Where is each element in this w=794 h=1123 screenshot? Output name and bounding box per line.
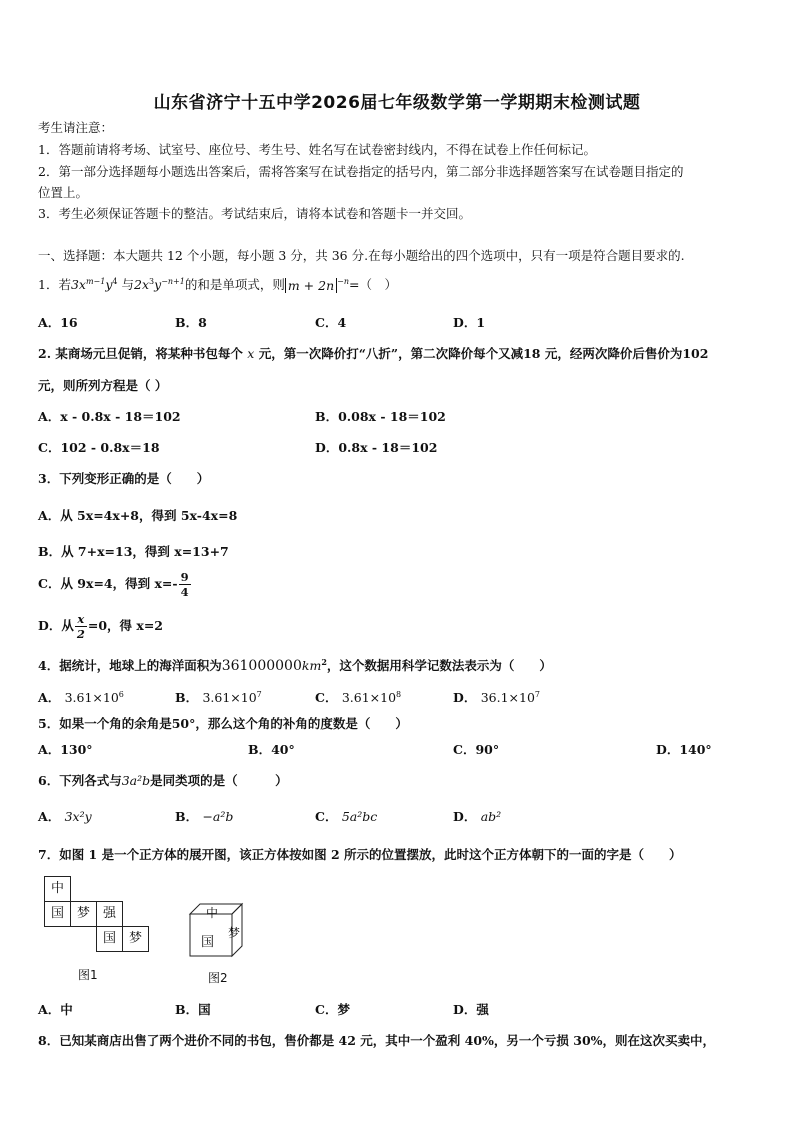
q1-term1-yexp: 4: [112, 276, 118, 286]
q2-option-d-label: D．: [315, 440, 339, 455]
net-cell-guo: 国: [44, 901, 71, 927]
q3-c-numerator: 9: [180, 570, 189, 584]
q4-stem-pre: 4．据统计，地球上的海洋面积为: [38, 658, 222, 673]
q2-option-d-expr: 0.8x - 18＝102: [338, 440, 438, 455]
cube-top-label: 中: [206, 906, 219, 920]
q4-option-a-mant: 3.61×10: [64, 690, 119, 705]
q4-option-b-mant: 3.61×10: [202, 690, 257, 705]
q1-abs-exp: −n: [337, 276, 349, 286]
q6-option-b[interactable]: [175, 807, 233, 825]
q3-option-a[interactable]: A．从 5x=4x+8，得到 5x-4x=8: [38, 508, 238, 523]
q3-option-d[interactable]: [38, 612, 163, 641]
q6-option-b-expr: −a²b: [202, 809, 234, 824]
figure-1-caption: 图1: [78, 968, 98, 982]
q6-term: 3a²b: [121, 773, 151, 788]
question-3-stem: 3．下列变形正确的是（ ）: [38, 471, 210, 486]
q3-option-b[interactable]: B．从 7+x=13，得到 x=13+7: [38, 544, 229, 559]
q2-var: x: [247, 346, 255, 361]
section-heading: 一、选择题：本大题共 12 个小题，每小题 3 分，共 36 分.在每小题给出的四个选项中，只有一项是符合题目要求的.: [38, 248, 685, 263]
q1-option-c[interactable]: C．4: [315, 315, 347, 330]
q2-option-c-expr: 102 - 0.8x＝18: [60, 440, 160, 455]
q3-option-d-fraction: [75, 612, 87, 641]
q6-option-d-expr: ab²: [480, 809, 502, 824]
figure-2-caption: 图2: [208, 971, 228, 985]
q5-option-a[interactable]: A．130°: [38, 742, 93, 757]
notice-item-3: 3．考生必须保证答题卡的整洁。考试结束后，请将本试卷和答题卡一并交回。: [38, 206, 471, 221]
q2-option-a-label: A．: [38, 409, 61, 424]
cube-side-label: 梦: [228, 926, 241, 940]
question-7-stem: 7．如图 1 是一个正方体的展开图，该正方体按如图 2 所示的位置摆放，此时这个正方体朝下的一面的字是（ ）: [38, 847, 682, 862]
question-1-stem: [38, 275, 397, 293]
q2-option-a[interactable]: [38, 407, 181, 425]
q7-option-b[interactable]: B．国: [175, 1002, 211, 1017]
q2-line1: 2. 某商场元旦促销，将某种书包每个: [38, 346, 243, 361]
q6-option-c-expr: 5a²bc: [341, 809, 378, 824]
q1-term2-xexp: 3: [149, 276, 155, 286]
q5-option-b[interactable]: B．40°: [248, 742, 295, 757]
q1-option-b[interactable]: B．8: [175, 315, 207, 330]
q4-unit: km: [301, 658, 322, 673]
q4-option-c-label: C．: [315, 690, 338, 705]
q3-d-numerator: x: [75, 612, 87, 627]
q4-option-a[interactable]: [38, 688, 124, 706]
q5-option-c[interactable]: C．90°: [453, 742, 500, 757]
question-8-stem: 8．已知某商店出售了两个进价不同的书包，售价都是 42 元，其中一个盈利 40%，另一个亏损 30%，则在这次买卖中，: [38, 1033, 716, 1048]
cube-front-label: 国: [201, 935, 215, 950]
q2-line1b: 元，第一次降价打“八折”，第二次降价每个又减18 元，经两次降价后售价为102: [258, 346, 709, 361]
q1-term1-y: y: [105, 277, 113, 292]
q1-option-d[interactable]: D．1: [453, 315, 486, 330]
question-5-stem: 5．如果一个角的余角是50°，那么这个角的补角的度数是（ ）: [38, 716, 408, 731]
q1-term1-xexp: m−1: [85, 276, 106, 286]
q4-option-d-exp: 7: [534, 689, 541, 699]
q4-number: 361000000: [221, 658, 302, 674]
q3-option-c-fraction: [179, 570, 191, 599]
q4-option-a-exp: 6: [118, 689, 124, 699]
q4-option-b-exp: 7: [256, 689, 262, 699]
q4-unit-exp: 2: [321, 656, 327, 667]
notice-item-2: 2．第一部分选择题每小题选出答案后，需将答案写在试卷指定的括号内，第二部分非选择题答案写在试卷题目指定的: [38, 164, 684, 179]
q6-stem-pre: 6．下列各式与: [38, 773, 122, 788]
q2-option-a-expr: x - 0.8x - 18＝102: [60, 409, 181, 424]
q4-option-a-label: A．: [38, 690, 61, 705]
q7-option-d[interactable]: D．强: [453, 1002, 489, 1017]
q4-option-d[interactable]: [453, 688, 540, 706]
q3-c-denominator: 4: [180, 585, 189, 599]
q4-option-c-exp: 8: [396, 689, 402, 699]
q1-mid: 与: [121, 277, 135, 292]
q6-option-d[interactable]: [453, 807, 501, 825]
q6-option-d-label: D．: [453, 809, 477, 824]
q4-option-d-label: D．: [453, 690, 477, 705]
q6-stem-post: 是同类项的是（ ）: [150, 773, 288, 788]
q3-option-c[interactable]: [38, 570, 192, 599]
q6-option-c[interactable]: [315, 807, 377, 825]
page-title: 山东省济宁十五中学2026届七年级数学第一学期期末检测试题: [153, 93, 641, 113]
q4-stem-post: ，这个数据用科学记数法表示为（ ）: [326, 658, 552, 673]
q1-term2-y: y: [154, 277, 162, 292]
q1-term2-x: 2x: [134, 277, 150, 292]
q4-option-b-label: B．: [175, 690, 199, 705]
q7-option-c[interactable]: C．梦: [315, 1002, 350, 1017]
q3-option-c-text: C．从 9x=4，得到 x=-: [38, 576, 178, 591]
q1-text2: 的和是单项式，则: [184, 277, 285, 292]
q1-option-a[interactable]: A．16: [38, 315, 78, 330]
net-cell-qiang: 强: [96, 901, 123, 927]
q1-term2-yexp: −n+1: [161, 276, 185, 286]
q4-option-b[interactable]: [175, 688, 262, 706]
net-cell-meng: 梦: [70, 901, 97, 927]
notice-heading: 考生请注意：: [38, 120, 114, 135]
q2-option-c-label: C．: [38, 440, 61, 455]
q4-option-d-mant: 36.1×10: [480, 690, 535, 705]
q1-term1-x: 3x: [70, 277, 86, 292]
question-6-stem: [38, 771, 288, 789]
question-2-line2: 元，则所列方程是（ ）: [38, 378, 168, 393]
q6-option-a-label: A．: [38, 809, 61, 824]
q4-option-c[interactable]: [315, 688, 401, 706]
net-cell-zhong: 中: [44, 876, 71, 902]
q7-option-a[interactable]: A．中: [38, 1002, 73, 1017]
net-cell-meng-2: 梦: [122, 926, 149, 952]
q4-option-c-mant: 3.61×10: [341, 690, 397, 705]
q3-d-denominator: 2: [76, 627, 85, 641]
q1-abs-expr: m + 2n: [285, 278, 337, 293]
q2-option-b-label: B．: [315, 409, 339, 424]
q6-option-c-label: C．: [315, 809, 338, 824]
q1-prefix: 1．若: [38, 277, 71, 292]
net-cell-guo-2: 国: [96, 926, 123, 952]
notice-item-1: 1．答题前请将考场、试室号、座位号、考生号、姓名写在试卷密封线内，不得在试卷上作任何标记。: [38, 142, 596, 157]
q2-option-d[interactable]: [315, 438, 437, 456]
q6-option-b-label: B．: [175, 809, 199, 824]
q6-option-a-expr: 3x²y: [64, 809, 92, 824]
notice-item-2-cont: 位置上。: [38, 185, 89, 200]
q2-option-c[interactable]: [38, 438, 160, 456]
q3-option-d-post: =0，得 x=2: [87, 618, 164, 633]
q2-option-b[interactable]: [315, 407, 446, 425]
question-2-stem: [38, 344, 708, 362]
q5-option-d[interactable]: D．140°: [656, 742, 712, 757]
q2-option-b-expr: 0.08x - 18＝102: [338, 409, 446, 424]
q3-option-d-text: D．从: [38, 618, 74, 633]
q6-option-a[interactable]: [38, 807, 92, 825]
question-4-stem: [38, 656, 552, 674]
q1-tail: =（ ）: [349, 277, 397, 292]
